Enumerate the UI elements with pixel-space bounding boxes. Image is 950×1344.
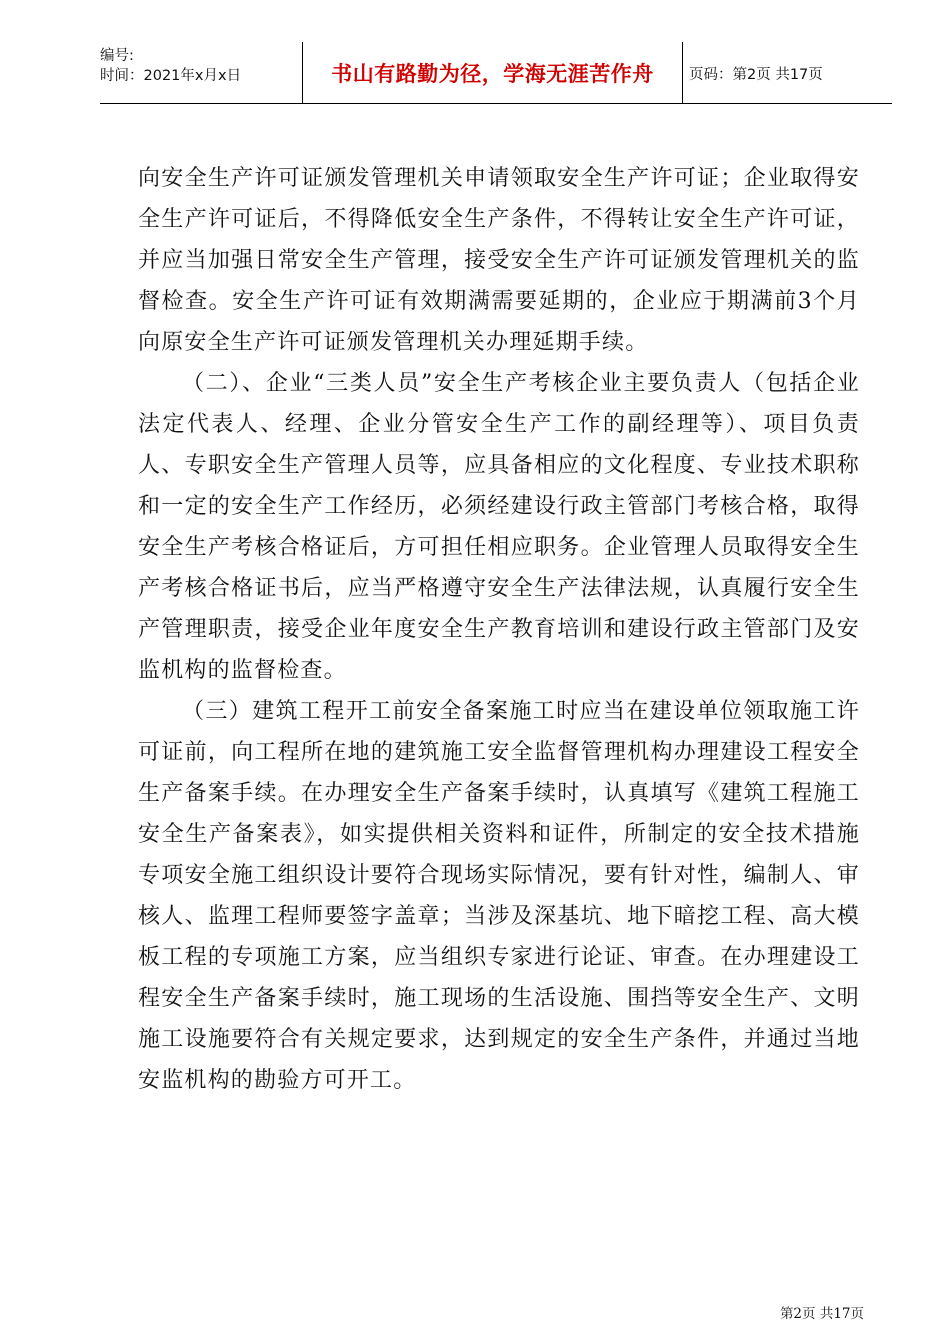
paragraph-2: （二）、企业“三类人员”安全生产考核企业主要负责人（包括企业法定代表人、经理、企业分管安全生产工作的副经理等）、项目负责人、专职安全生产管理人员等，应具备相应的文化程度、专业技术职称和一定的安全生产工作经历，必须经建设行政主管部门考核合格，取得安全生产考核合格证后，方可担任相应职务。企业管理人员取得安全生产考核合格证书后，应当严格遵守安全生产法律法规，认真履行安全生产管理职责，接受企业年度安全生产教育培训和建设行政主管部门及安监机构的监督检查。 (138, 371, 860, 683)
page-footer: 第2页 共17页 (779, 1306, 864, 1322)
document-number-label: 编号: (100, 48, 134, 64)
page-header (100, 42, 892, 104)
header-motto: 书山有路勤为径，学海无涯苦作舟 (303, 42, 683, 104)
header-page-number: 页码：第2页 共17页 (689, 66, 823, 83)
document-time-label: 时间：2021年x月x日 (100, 68, 242, 84)
paragraph-1: 向安全生产许可证颁发管理机关申请领取安全生产许可证；企业取得安全生产许可证后，不得降低安全生产条件，不得转让安全生产许可证，并应当加强日常安全生产管理，接受安全生产许可证颁发管理机关的监督检查。安全生产许可证有效期满需要延期的，企业应于期满前3个月向原安全生产许可证颁发管理机关办理延期手续。 (138, 166, 860, 355)
paragraph-3: （三）建筑工程开工前安全备案施工时应当在建设单位领取施工许可证前，向工程所在地的建筑施工安全监督管理机构办理建设工程安全生产备案手续。在办理安全生产备案手续时，认真填写《建筑工程施工安全生产备案表》，如实提供相关资料和证件，所制定的安全技术措施专项安全施工组织设计要符合现场实际情况，要有针对性，编制人、审核人、监理工程师要签字盖章；当涉及深基坑、地下暗挖工程、高大模板工程的专项施工方案，应当组织专家进行论证、审查。在办理建设工程安全生产备案手续时，施工现场的生活设施、围挡等安全生产、文明施工设施要符合有关规定要求，达到规定的安全生产条件，并通过当地安监机构的勘验方可开工。 (138, 699, 860, 1093)
header-meta (100, 42, 303, 104)
document-body (138, 158, 860, 1101)
